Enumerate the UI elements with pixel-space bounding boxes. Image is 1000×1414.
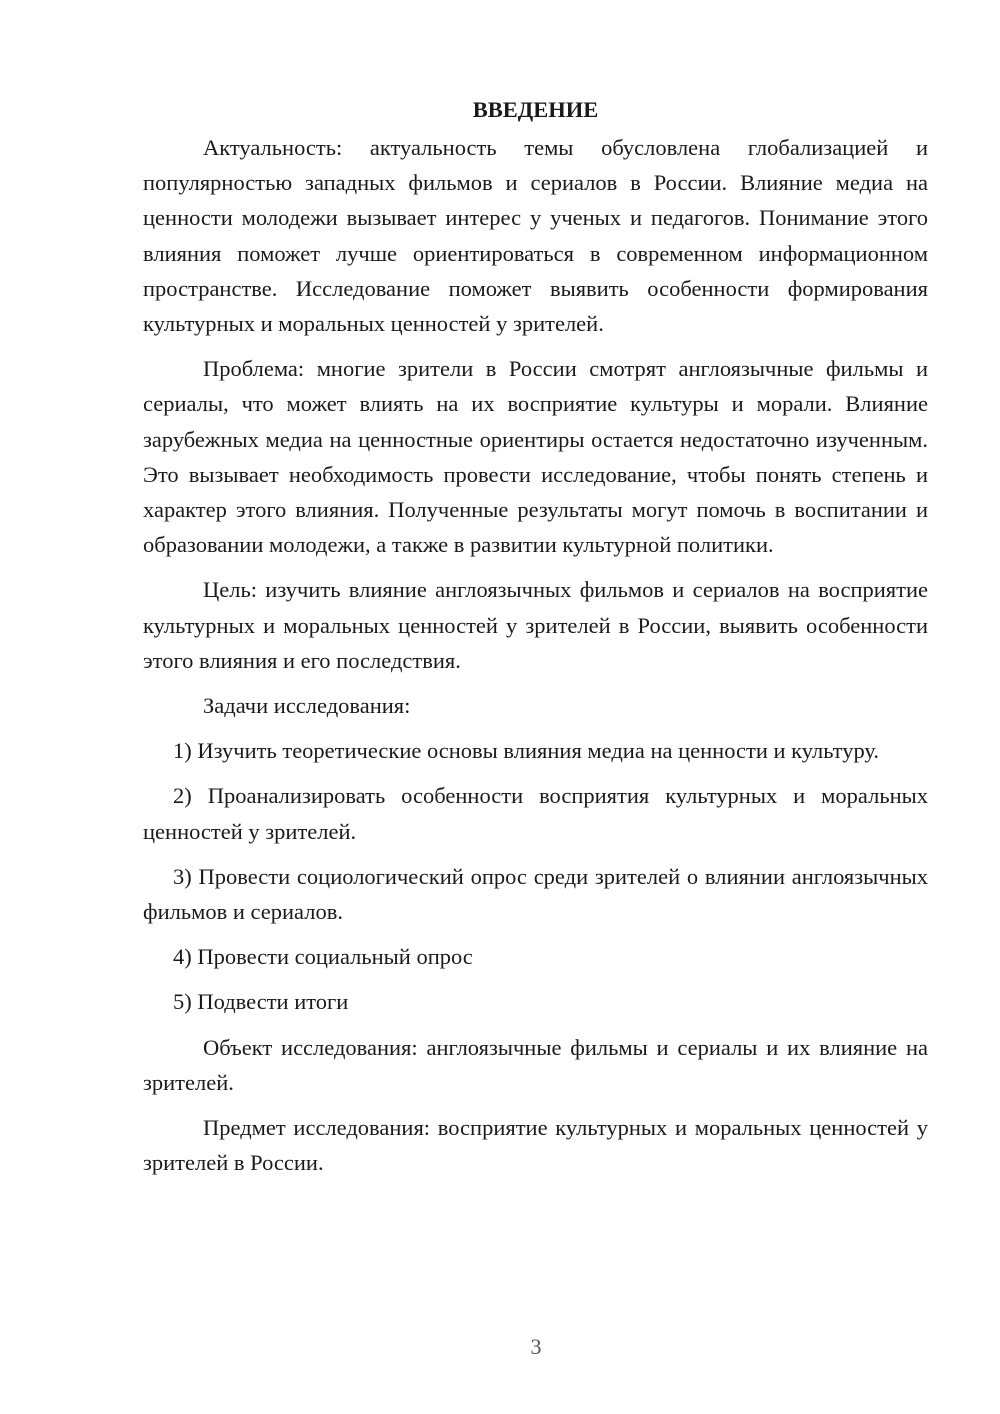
subject-paragraph: Предмет исследования: восприятие культурных и моральных ценностей у зрителей в России. — [143, 1115, 928, 1176]
task-item: 1) Изучить теоретические основы влияния медиа на ценности и культуру. — [173, 738, 880, 764]
task-item: 5) Подвести итоги — [173, 989, 349, 1015]
task-item: 3) Провести социологический опрос среди зрителей о влиянии англоязычных фильмов и сериалов. — [143, 863, 928, 925]
task-item: 2) Проанализировать особенности восприятия культурных и моральных ценностей у зрителей. — [143, 783, 928, 844]
task-item: 4) Провести социальный опрос — [173, 944, 473, 970]
page-content — [143, 92, 928, 1190]
page-number: 3 — [530, 1334, 542, 1359]
section-title: ВВЕДЕНИЕ — [472, 97, 599, 122]
object-paragraph: Объект исследования: англоязычные фильмы и сериалы и их влияние на зрителей. — [143, 1034, 928, 1095]
problem-paragraph: Проблема: многие зрители в России смотрят англоязычные фильмы и сериалы, что может влиять на их восприятие культуры и морали. Влияние зарубежных медиа на ценностные ориентиры остается недостаточно изученным. Это вызывает необходимость провести исследование, чтобы понять степень и характер этого влияния. Полученные результаты могут помочь в воспитании и образовании молодежи, а также в развитии культурной политики. — [143, 356, 928, 558]
tasks-heading: Задачи исследования: — [203, 693, 411, 719]
relevance-paragraph: Актуальность: актуальность темы обусловлена глобализацией и популярностью западных фильмов и сериалов в России. Влияние медиа на ценности молодежи вызывает интерес у ученых и педагогов. Понимание этого влияния поможет лучше ориентироваться в современном информационном пространстве. Исследование поможет выявить особенности формирования культурных и моральных ценностей у зрителей. — [143, 135, 928, 337]
goal-paragraph: Цель: изучить влияние англоязычных фильмов и сериалов на восприятие культурных и моральных ценностей у зрителей в России, выявить особенности этого влияния и его последствия. — [143, 577, 928, 673]
